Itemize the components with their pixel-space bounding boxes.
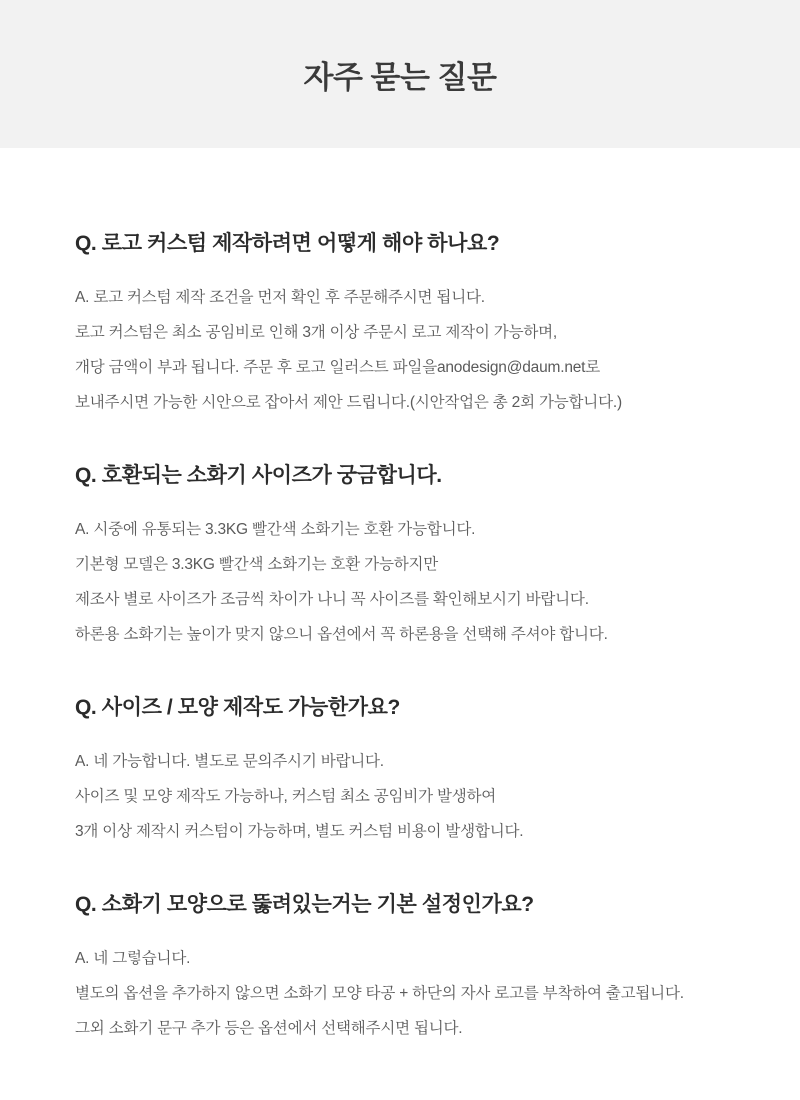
faq-answer-line: 3개 이상 제작시 커스텀이 가능하며, 별도 커스텀 비용이 발생합니다. — [75, 823, 524, 840]
faq-answer-line: A. 시중에 유통되는 3.3KG 빨간색 소화기는 호환 가능합니다. — [75, 521, 476, 538]
page-header — [0, 0, 800, 148]
faq-item — [75, 462, 735, 652]
faq-item — [75, 230, 735, 420]
faq-answer-line: 로고 커스텀은 최소 공임비로 인해 3개 이상 주문시 로고 제작이 가능하며, — [75, 324, 558, 341]
faq-question: Q. 호환되는 소화기 사이즈가 궁금합니다. — [75, 464, 442, 487]
faq-answer-line: 보내주시면 가능한 시안으로 잡아서 제안 드립니다.(시안작업은 총 2회 가능합니다.) — [75, 394, 622, 411]
faq-question: Q. 사이즈 / 모양 제작도 가능한가요? — [75, 696, 400, 719]
faq-answer-line: 사이즈 및 모양 제작도 가능하나, 커스텀 최소 공임비가 발생하여 — [75, 788, 497, 805]
faq-item — [75, 694, 735, 849]
faq-answer-line: 하론용 소화기는 높이가 맞지 않으니 옵션에서 꼭 하론용을 선택해 주셔야 합니다. — [75, 626, 608, 643]
faq-question: Q. 로고 커스텀 제작하려면 어떻게 해야 하나요? — [75, 232, 500, 255]
faq-question: Q. 소화기 모양으로 뚫려있는거는 기본 설정인가요? — [75, 893, 534, 916]
faq-answer-line: 별도의 옵션을 추가하지 않으면 소화기 모양 타공 + 하단의 자사 로고를 부착하여 출고됩니다. — [75, 985, 684, 1002]
faq-answer-line: A. 로고 커스텀 제작 조건을 먼저 확인 후 주문해주시면 됩니다. — [75, 289, 485, 306]
faq-answer-line: 기본형 모델은 3.3KG 빨간색 소화기는 호환 가능하지만 — [75, 556, 439, 573]
faq-answer-line: 제조사 별로 사이즈가 조금씩 차이가 나니 꼭 사이즈를 확인해보시기 바랍니다. — [75, 591, 589, 608]
faq-item — [75, 891, 735, 1046]
faq-answer-line: 그외 소화기 문구 추가 등은 옵션에서 선택해주시면 됩니다. — [75, 1020, 463, 1037]
page-title: 자주 묻는 질문 — [303, 59, 497, 95]
faq-answer-line: 개당 금액이 부과 됩니다. 주문 후 로고 일러스트 파일을anodesign@daum.net로 — [75, 359, 601, 376]
faq-list — [0, 230, 800, 1046]
faq-answer-line: A. 네 가능합니다. 별도로 문의주시기 바랍니다. — [75, 753, 384, 770]
faq-answer-line: A. 네 그렇습니다. — [75, 950, 191, 967]
